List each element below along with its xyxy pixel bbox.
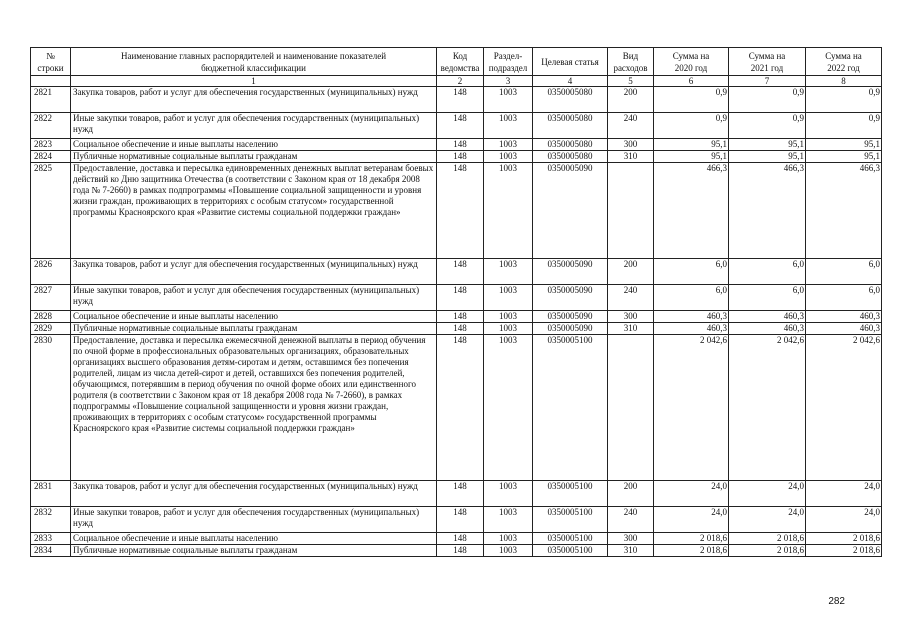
expense-type-code: 240 <box>608 113 654 139</box>
sum-2020: 95,1 <box>654 139 729 151</box>
row-number: 2830 <box>31 335 71 481</box>
sum-2020: 6,0 <box>654 285 729 311</box>
table-row <box>31 139 882 151</box>
sum-2020: 2 018,6 <box>654 545 729 557</box>
target-item-code: 0350005080 <box>533 113 608 139</box>
sum-2021: 460,3 <box>729 323 806 335</box>
sum-2022: 2 018,6 <box>806 545 882 557</box>
target-item-code: 0350005100 <box>533 545 608 557</box>
sum-2020: 6,0 <box>654 259 729 285</box>
expense-type-code: 200 <box>608 481 654 507</box>
sum-2022: 6,0 <box>806 285 882 311</box>
column-number: 2 <box>437 76 484 87</box>
section-code: 1003 <box>484 113 533 139</box>
sum-2020: 466,3 <box>654 163 729 259</box>
column-number: 4 <box>533 76 608 87</box>
department-code: 148 <box>437 285 484 311</box>
table-row <box>31 481 882 507</box>
sum-2020: 24,0 <box>654 481 729 507</box>
section-code: 1003 <box>484 87 533 113</box>
target-item-code: 0350005090 <box>533 163 608 259</box>
expense-type-code: 240 <box>608 507 654 533</box>
section-code: 1003 <box>484 545 533 557</box>
department-code: 148 <box>437 87 484 113</box>
expense-type-code <box>608 163 654 259</box>
row-number: 2822 <box>31 113 71 139</box>
sum-2021: 95,1 <box>729 139 806 151</box>
column-number: 5 <box>608 76 654 87</box>
expense-type-code: 300 <box>608 533 654 545</box>
target-item-code: 0350005100 <box>533 507 608 533</box>
row-number: 2823 <box>31 139 71 151</box>
row-description: Публичные нормативные социальные выплаты гражданам <box>71 545 437 557</box>
department-code: 148 <box>437 139 484 151</box>
sum-2022: 95,1 <box>806 151 882 163</box>
table-row <box>31 507 882 533</box>
section-code: 1003 <box>484 323 533 335</box>
expense-type-code: 310 <box>608 323 654 335</box>
column-number: 1 <box>71 76 437 87</box>
department-code: 148 <box>437 481 484 507</box>
department-code: 148 <box>437 335 484 481</box>
header-sum-2022: Сумма на 2022 год <box>806 48 882 76</box>
row-number: 2827 <box>31 285 71 311</box>
sum-2021: 2 042,6 <box>729 335 806 481</box>
target-item-code: 0350005090 <box>533 285 608 311</box>
row-number: 2826 <box>31 259 71 285</box>
column-number-row <box>31 76 882 87</box>
department-code: 148 <box>437 545 484 557</box>
header-sum-2020: Сумма на 2020 год <box>654 48 729 76</box>
budget-table <box>30 47 882 557</box>
department-code: 148 <box>437 151 484 163</box>
sum-2020: 0,9 <box>654 113 729 139</box>
row-number: 2832 <box>31 507 71 533</box>
department-code: 148 <box>437 163 484 259</box>
section-code: 1003 <box>484 163 533 259</box>
column-number: 3 <box>484 76 533 87</box>
row-number: 2833 <box>31 533 71 545</box>
expense-type-code: 310 <box>608 151 654 163</box>
row-description: Закупка товаров, работ и услуг для обеспечения государственных (муниципальных) нужд <box>71 259 437 285</box>
sum-2022: 466,3 <box>806 163 882 259</box>
target-item-code: 0350005080 <box>533 87 608 113</box>
sum-2022: 460,3 <box>806 311 882 323</box>
target-item-code: 0350005100 <box>533 481 608 507</box>
sum-2022: 0,9 <box>806 113 882 139</box>
section-code: 1003 <box>484 311 533 323</box>
column-number: 6 <box>654 76 729 87</box>
sum-2020: 2 018,6 <box>654 533 729 545</box>
expense-type-code: 200 <box>608 87 654 113</box>
target-item-code: 0350005090 <box>533 323 608 335</box>
sum-2021: 0,9 <box>729 87 806 113</box>
section-code: 1003 <box>484 139 533 151</box>
target-item-code: 0350005090 <box>533 311 608 323</box>
row-number: 2834 <box>31 545 71 557</box>
table-row <box>31 335 882 481</box>
section-code: 1003 <box>484 481 533 507</box>
row-description: Социальное обеспечение и иные выплаты населению <box>71 139 437 151</box>
header-expense-type: Вид расходов <box>608 48 654 76</box>
sum-2022: 24,0 <box>806 507 882 533</box>
expense-type-code: 300 <box>608 139 654 151</box>
section-code: 1003 <box>484 335 533 481</box>
section-code: 1003 <box>484 507 533 533</box>
expense-type-code <box>608 335 654 481</box>
row-description: Публичные нормативные социальные выплаты гражданам <box>71 151 437 163</box>
header-target-item: Целевая статья <box>533 48 608 76</box>
department-code: 148 <box>437 259 484 285</box>
column-number <box>31 76 71 87</box>
row-description: Предоставление, доставка и пересылка единовременных денежных выплат ветеранам боевых действий ко Дню защитника Отечества (в соответствии с Законом края от 18 декабря 2008 года № 7-2660) в рамках подпрограммы «Повышение социальной защищенности и уровня жизни граждан, проживающих в территориях с особым статусом» государственной программы Красноярского края «Развитие системы социальной поддержки граждан» <box>71 163 437 259</box>
row-number: 2825 <box>31 163 71 259</box>
department-code: 148 <box>437 533 484 545</box>
sum-2020: 2 042,6 <box>654 335 729 481</box>
sum-2021: 24,0 <box>729 507 806 533</box>
table-row <box>31 323 882 335</box>
row-number: 2821 <box>31 87 71 113</box>
sum-2020: 460,3 <box>654 311 729 323</box>
expense-type-code: 200 <box>608 259 654 285</box>
row-number: 2828 <box>31 311 71 323</box>
table-row <box>31 311 882 323</box>
target-item-code: 0350005100 <box>533 533 608 545</box>
section-code: 1003 <box>484 151 533 163</box>
section-code: 1003 <box>484 259 533 285</box>
expense-type-code: 240 <box>608 285 654 311</box>
column-number: 7 <box>729 76 806 87</box>
table-row <box>31 259 882 285</box>
sum-2022: 2 042,6 <box>806 335 882 481</box>
row-description: Социальное обеспечение и иные выплаты населению <box>71 533 437 545</box>
sum-2022: 0,9 <box>806 87 882 113</box>
header-department-code: Код ведомства <box>437 48 484 76</box>
sum-2020: 0,9 <box>654 87 729 113</box>
row-description: Иные закупки товаров, работ и услуг для обеспечения государственных (муниципальных) нужд <box>71 113 437 139</box>
header-row <box>31 48 882 76</box>
table-row <box>31 163 882 259</box>
sum-2022: 2 018,6 <box>806 533 882 545</box>
department-code: 148 <box>437 323 484 335</box>
sum-2020: 460,3 <box>654 323 729 335</box>
section-code: 1003 <box>484 533 533 545</box>
sum-2021: 2 018,6 <box>729 545 806 557</box>
sum-2020: 95,1 <box>654 151 729 163</box>
header-section: Раздел- подраздел <box>484 48 533 76</box>
row-description: Социальное обеспечение и иные выплаты населению <box>71 311 437 323</box>
expense-type-code: 300 <box>608 311 654 323</box>
sum-2020: 24,0 <box>654 507 729 533</box>
table-row <box>31 285 882 311</box>
header-row-number: № строки <box>31 48 71 76</box>
sum-2021: 460,3 <box>729 311 806 323</box>
department-code: 148 <box>437 113 484 139</box>
row-description: Закупка товаров, работ и услуг для обеспечения государственных (муниципальных) нужд <box>71 481 437 507</box>
row-number: 2831 <box>31 481 71 507</box>
target-item-code: 0350005080 <box>533 139 608 151</box>
sum-2021: 6,0 <box>729 285 806 311</box>
target-item-code: 0350005090 <box>533 259 608 285</box>
sum-2021: 0,9 <box>729 113 806 139</box>
department-code: 148 <box>437 311 484 323</box>
expense-type-code: 310 <box>608 545 654 557</box>
sum-2022: 6,0 <box>806 259 882 285</box>
row-description: Предоставление, доставка и пересылка ежемесячной денежной выплаты в период обучения по очной форме в профессиональных образовательных организациях, образовательных организациях высшего образования детям-сиротам и детям, оставшимся без попечения родителей, лицам из числа детей-сирот и детей, оставшихся без попечения родителей, обучающимся, потерявшим в период обучения по очной форме обоих или единственного родителя (в соответствии с Законом края от 18 декабря 2008 года № 7-2660), в рамках подпрограммы «Повышение социальной защищенности и уровня жизни граждан, проживающих в территориях с особым статусом» государственной программы Красноярского края «Развитие системы социальной поддержки граждан» <box>71 335 437 481</box>
target-item-code: 0350005080 <box>533 151 608 163</box>
row-description: Закупка товаров, работ и услуг для обеспечения государственных (муниципальных) нужд <box>71 87 437 113</box>
sum-2022: 95,1 <box>806 139 882 151</box>
table-row <box>31 113 882 139</box>
sum-2021: 24,0 <box>729 481 806 507</box>
sum-2022: 24,0 <box>806 481 882 507</box>
row-description: Иные закупки товаров, работ и услуг для обеспечения государственных (муниципальных) нужд <box>71 507 437 533</box>
sum-2021: 6,0 <box>729 259 806 285</box>
row-description: Иные закупки товаров, работ и услуг для обеспечения государственных (муниципальных) нужд <box>71 285 437 311</box>
section-code: 1003 <box>484 285 533 311</box>
row-number: 2824 <box>31 151 71 163</box>
header-name: Наименование главных распорядителей и наименование показателей бюджетной классификации <box>71 48 437 76</box>
table-row <box>31 533 882 545</box>
row-description: Публичные нормативные социальные выплаты гражданам <box>71 323 437 335</box>
department-code: 148 <box>437 507 484 533</box>
target-item-code: 0350005100 <box>533 335 608 481</box>
table-row <box>31 87 882 113</box>
sum-2022: 460,3 <box>806 323 882 335</box>
table-row <box>31 545 882 557</box>
table-row <box>31 151 882 163</box>
column-number: 8 <box>806 76 882 87</box>
sum-2021: 2 018,6 <box>729 533 806 545</box>
sum-2021: 95,1 <box>729 151 806 163</box>
sum-2021: 466,3 <box>729 163 806 259</box>
row-number: 2829 <box>31 323 71 335</box>
header-sum-2021: Сумма на 2021 год <box>729 48 806 76</box>
page-number: 282 <box>828 596 845 607</box>
